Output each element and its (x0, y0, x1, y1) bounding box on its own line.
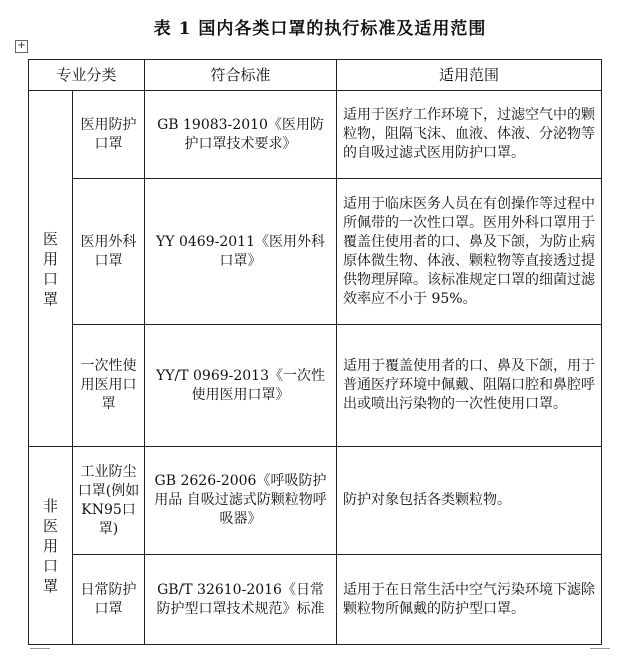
subtype-cell: 工业防尘口罩(例如KN95口罩) (73, 447, 145, 555)
category-cell-medical (29, 91, 73, 447)
subtype-cell: 医用外科口罩 (73, 179, 145, 325)
subtype-cell: 日常防护口罩 (73, 555, 145, 645)
table-move-handle-icon[interactable]: + (15, 40, 28, 53)
standard-cell: YY 0469-2011《医用外科口罩》 (145, 179, 337, 325)
table-row (29, 91, 602, 179)
page-edge-marks (0, 648, 640, 656)
scope-cell: 适用于在日常生活中空气污染环境下滤除颗粒物所佩戴的防护型口罩。 (337, 555, 602, 645)
table-row (29, 447, 602, 555)
scope-cell: 适用于覆盖使用者的口、鼻及下颌，用于普通医疗环境中佩戴、阻隔口腔和鼻腔呼出或喷出污染物的一次性使用口罩。 (337, 325, 602, 447)
table-row (29, 325, 602, 447)
table-title: 表 1 国内各类口罩的执行标准及适用范围 (153, 19, 487, 39)
scope-cell: 适用于临床医务人员在有创操作等过程中所佩带的一次性口罩。医用外科口罩用于覆盖住使用者的口、鼻及下颌，为防止病原体微生物、体液、颗粒物等直接透过提供物理屏障。该标准规定口罩的细菌过滤效率应不小于 95%。 (337, 179, 602, 325)
subtype-cell: 一次性使用医用口罩 (73, 325, 145, 447)
header-scope: 适用范围 (337, 60, 602, 91)
standard-cell: GB 2626-2006《呼吸防护用品 自吸过滤式防颗粒物呼吸器》 (145, 447, 337, 555)
standard-cell: GB/T 32610-2016《日常防护型口罩技术规范》标准 (145, 555, 337, 645)
category-label: 非医用口罩 (43, 496, 59, 595)
standard-cell: YY/T 0969-2013《一次性使用医用口罩》 (145, 325, 337, 447)
table-row (29, 179, 602, 325)
subtype-cell: 医用防护口罩 (73, 91, 145, 179)
scope-cell: 防护对象包括各类颗粒物。 (337, 447, 602, 555)
header-row (29, 60, 602, 91)
table-row (29, 555, 602, 645)
standard-cell: GB 19083-2010《医用防护口罩技术要求》 (145, 91, 337, 179)
category-label: 医用口罩 (43, 229, 59, 308)
standards-table (28, 59, 602, 645)
header-category: 专业分类 (29, 60, 145, 91)
scope-cell: 适用于医疗工作环境下，过滤空气中的颗粒物，阻隔飞沫、血液、体液、分泌物等的自吸过滤式医用防护口罩。 (337, 91, 602, 179)
category-cell-nonmedical (29, 447, 73, 645)
header-standard: 符合标准 (145, 60, 337, 91)
